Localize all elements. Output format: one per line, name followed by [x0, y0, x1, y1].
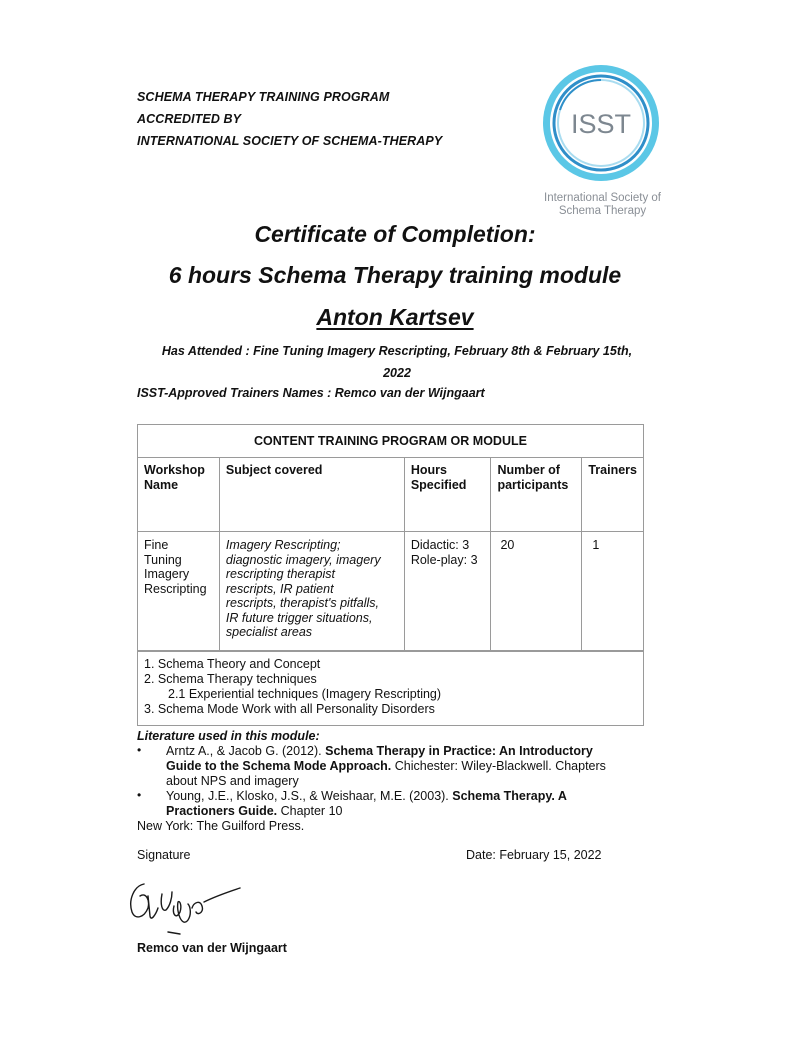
topics-row: [138, 651, 644, 726]
col-subject: Subject covered: [219, 458, 404, 532]
topic-item: 2.1 Experiential techniques (Imagery Rescripting): [168, 687, 442, 701]
bullet-icon: •: [137, 743, 142, 757]
logo-caption-line-1: International Society of: [544, 192, 661, 204]
attendance-statement: [137, 340, 657, 384]
attendance-line-2: 2022: [383, 366, 411, 380]
handwritten-signature: [122, 872, 247, 942]
literature-item: • Arntz A., & Jacob G. (2012). Schema Therapy in Practice: An Introductory Guide to the Schema Mode Approach. Chichester: Wiley-Blackwell. Chapters about NPS and imagery: [137, 743, 606, 788]
table-heading: CONTENT TRAINING PROGRAM OR MODULE: [138, 425, 644, 458]
cell-participants: 20: [491, 532, 582, 652]
module-table: [137, 424, 644, 726]
logo-caption-line-2: Schema Therapy: [558, 205, 647, 217]
certificate-title: Certificate of Completion:: [254, 221, 536, 247]
signature-label: Signature: [137, 848, 191, 862]
bullet-icon: •: [137, 788, 142, 802]
program-header-line-2: ACCREDITED BY: [137, 112, 242, 126]
logo-caption: [535, 192, 670, 218]
topic-item: 2. Schema Therapy techniques: [144, 672, 317, 686]
literature-title: Literature used in this module:: [137, 729, 320, 743]
logo-abbr: ISST: [570, 109, 632, 139]
table-row: [138, 532, 644, 652]
attendance-line-1: Has Attended : Fine Tuning Imagery Rescripting, February 8th & February 15th,: [161, 344, 633, 358]
topic-item: 1. Schema Theory and Concept: [144, 657, 321, 671]
isst-logo: [535, 60, 670, 220]
col-workshop: Workshop Name: [138, 458, 220, 532]
cell-subject: Imagery Rescripting; diagnostic imagery, imagery rescripting therapist rescripts, IR patient rescripts, therapist's pitfalls, IR future trigger situations, specialist areas: [219, 532, 404, 652]
isst-logo-icon: [535, 60, 670, 190]
cell-hours: Didactic: 3 Role-play: 3: [404, 532, 491, 652]
col-trainers: Trainers: [582, 458, 644, 532]
table-header-row: [138, 458, 644, 532]
literature-list: [137, 744, 627, 819]
signature-date: Date: February 15, 2022: [466, 848, 602, 862]
topic-item: 3. Schema Mode Work with all Personality Disorders: [144, 702, 435, 716]
topics-list: [138, 651, 644, 726]
trainers-statement: ISST-Approved Trainers Names : Remco van der Wijngaart: [137, 386, 485, 400]
col-participants: Number of participants: [491, 458, 582, 532]
publisher-line: New York: The Guilford Press.: [137, 819, 305, 833]
cell-trainers: 1: [582, 532, 644, 652]
program-header-line-1: SCHEMA THERAPY TRAINING PROGRAM: [137, 90, 390, 104]
recipient-wrapper: [0, 304, 790, 331]
program-header-line-3: INTERNATIONAL SOCIETY OF SCHEMA-THERAPY: [137, 134, 443, 148]
signatory-name: Remco van der Wijngaart: [137, 941, 287, 955]
literature-item: • Young, J.E., Klosko, J.S., & Weishaar, M.E. (2003). Schema Therapy. A Practioners Guide. Chapter 10: [137, 788, 567, 818]
cell-workshop: Fine Tuning Imagery Rescripting: [138, 532, 220, 652]
recipient-name: Anton Kartsev: [316, 304, 474, 330]
certificate-subtitle: 6 hours Schema Therapy training module: [168, 262, 622, 288]
col-hours: Hours Specified: [404, 458, 491, 532]
